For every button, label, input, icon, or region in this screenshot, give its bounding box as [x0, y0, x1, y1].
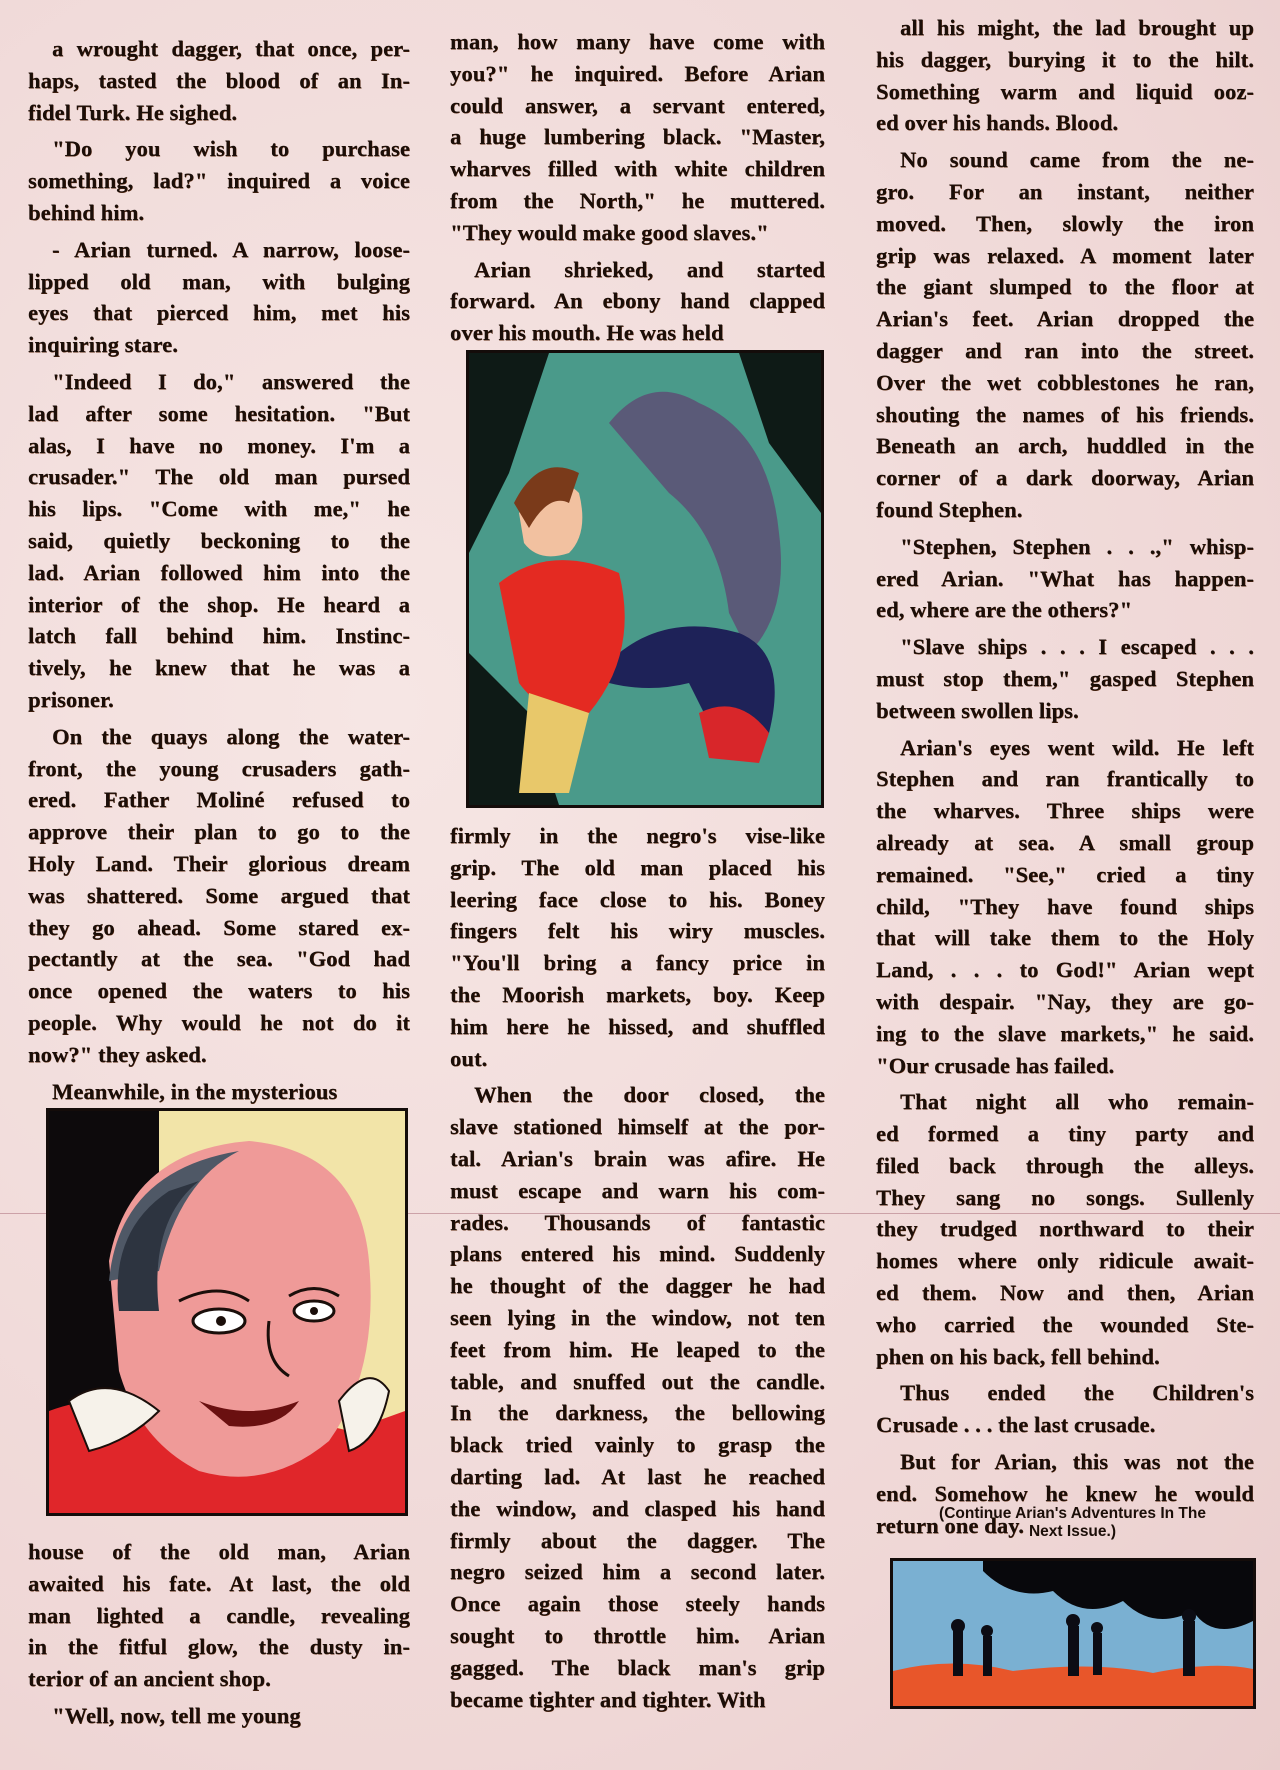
text-line: remained. "See," cried a tiny — [876, 861, 1254, 887]
text-line: already at sea. A small group — [876, 829, 1254, 855]
text-line: "Do you wish to purchase — [52, 136, 410, 162]
paragraph — [28, 33, 410, 128]
text-line: grip was relaxed. A moment later — [876, 242, 1254, 268]
text-line: man lighted a candle, revealing — [28, 1602, 410, 1628]
text-line: Arian's eyes went wild. He left — [900, 734, 1254, 760]
text-line: behind him. — [28, 199, 145, 225]
text-line: feet from him. He leaped to the — [450, 1336, 825, 1362]
text-line: lad. Arian followed him into the — [28, 559, 410, 585]
text-line: eyes that pierced him, met his — [28, 300, 410, 326]
text-line: leering face close to his. Boney — [450, 886, 825, 912]
caption-line-2: Next Issue.) — [1028, 1523, 1116, 1540]
text-line: firmly about the dagger. The — [450, 1527, 825, 1553]
text-line: rades. Thousands of fantastic — [450, 1209, 825, 1235]
paragraph — [876, 732, 1254, 1082]
illustration-struggle — [466, 350, 824, 808]
text-line: became tighter and tighter. With — [450, 1686, 766, 1712]
paragraph — [450, 26, 825, 249]
illustration-old-man — [46, 1108, 408, 1516]
text-line: Meanwhile, in the mysterious — [52, 1078, 338, 1104]
text-line: something, lad?" inquired a voice — [28, 168, 410, 194]
paragraph — [876, 12, 1254, 139]
text-line: with despair. "Nay, they are go- — [876, 988, 1254, 1014]
column-2-bottom — [450, 820, 825, 1720]
paragraph — [28, 721, 410, 1071]
paragraph — [28, 1536, 410, 1695]
text-line: prisoner. — [28, 686, 114, 712]
column-3 — [876, 12, 1254, 1546]
text-line: phen on his back, fell behind. — [876, 1343, 1160, 1369]
text-line: now?" they asked. — [28, 1041, 207, 1067]
text-line: Something warm and liquid ooz- — [876, 78, 1254, 104]
text-line: - Arian turned. A narrow, loose- — [52, 236, 410, 262]
text-line: On the quays along the water- — [52, 723, 410, 749]
column-1-bottom — [28, 1536, 410, 1737]
text-line: filed back through the alleys. — [876, 1152, 1254, 1178]
paragraph — [876, 1377, 1254, 1441]
text-line: moved. Then, slowly the iron — [876, 210, 1254, 236]
text-line: sought to throttle him. Arian — [450, 1622, 825, 1648]
text-line: pectantly at the sea. "God had — [28, 946, 410, 972]
text-line: approve their plan to go to the — [28, 819, 410, 845]
text-line: haps, tasted the blood of an In- — [28, 67, 410, 93]
text-line: the window, and clasped his hand — [450, 1495, 825, 1521]
text-line: But for Arian, this was not the — [900, 1449, 1254, 1475]
text-line: return one day. — [876, 1512, 1024, 1538]
text-line: plans entered his mind. Suddenly — [450, 1241, 825, 1267]
text-line: you?" he inquired. Before Arian — [450, 60, 825, 86]
text-line: lipped old man, with bulging — [28, 268, 410, 294]
text-line: ed over his hands. Blood. — [876, 110, 1119, 136]
paragraph — [876, 1086, 1254, 1372]
text-line: between swollen lips. — [876, 697, 1079, 723]
text-line: house of the old man, Arian — [28, 1539, 410, 1564]
text-line: ed them. Now and then, Arian — [876, 1280, 1254, 1306]
text-line: When the door closed, the — [474, 1082, 825, 1108]
text-line: "Our crusade has failed. — [876, 1052, 1115, 1078]
continued-caption — [880, 1505, 1265, 1541]
caption-line-1: (Continue Arian's Adventures In The — [939, 1505, 1206, 1522]
text-line: Land, . . . to God!" Arian wept — [876, 957, 1254, 983]
text-line: fingers felt his wiry muscles. — [450, 918, 825, 944]
paragraph — [876, 631, 1254, 726]
text-line: his lips. "Come with me," he — [28, 496, 410, 522]
text-line: ered Arian. "What has happen- — [876, 565, 1254, 591]
text-line: inquiring stare. — [28, 332, 178, 358]
text-line: firmly in the negro's vise-like — [450, 823, 825, 848]
text-line: man, how many have come with — [450, 29, 825, 54]
paragraph — [876, 531, 1254, 626]
text-line: "You'll bring a fancy price in — [450, 950, 825, 976]
text-line: negro seized him a second later. — [450, 1559, 825, 1585]
text-line: black tried vainly to grasp the — [450, 1432, 825, 1458]
text-line: fidel Turk. He sighed. — [28, 99, 238, 125]
text-line: "Stephen, Stephen . . .," whisp- — [900, 533, 1254, 559]
text-line: who carried the wounded Ste- — [876, 1311, 1254, 1337]
text-line: ed, where are the others?" — [876, 597, 1133, 623]
paragraph — [28, 1076, 410, 1108]
text-line: he thought of the dagger he had — [450, 1273, 825, 1299]
text-line: once opened the waters to his — [28, 978, 410, 1004]
text-line: all his might, the lad brought up — [900, 15, 1254, 40]
illustration-silhouettes — [890, 1558, 1256, 1709]
text-line: Thus ended the Children's — [900, 1380, 1254, 1406]
text-line: that will take them to the Holy — [876, 925, 1254, 951]
paragraph — [28, 366, 410, 716]
paragraph — [450, 254, 825, 349]
column-1-top — [28, 33, 410, 1112]
text-line: the giant slumped to the floor at — [876, 274, 1254, 300]
text-line: grip. The old man placed his — [450, 854, 825, 880]
column-2-top — [450, 26, 825, 354]
paragraph — [28, 1700, 410, 1732]
text-line: front, the young crusaders gath- — [28, 755, 410, 781]
text-line: awaited his fate. At last, the old — [28, 1570, 410, 1596]
text-line: crusader." The old man pursed — [28, 464, 410, 490]
text-line: the Moorish markets, boy. Keep — [450, 981, 825, 1007]
text-line: people. Why would he not do it — [28, 1009, 410, 1035]
text-line: lad after some hesitation. "But — [28, 400, 410, 426]
text-line: child, "They have found ships — [876, 893, 1254, 919]
text-line: seen lying in the window, not ten — [450, 1304, 825, 1330]
paragraph — [876, 144, 1254, 526]
text-line: Arian's feet. Arian dropped the — [876, 306, 1254, 332]
text-line: dagger and ran into the street. — [876, 337, 1254, 363]
text-line: found Stephen. — [876, 496, 1023, 522]
text-line: out. — [450, 1045, 488, 1071]
text-line: gagged. The black man's grip — [450, 1654, 825, 1680]
paragraph — [450, 820, 825, 1074]
text-line: ered. Father Moliné refused to — [28, 787, 410, 813]
paragraph — [28, 234, 410, 361]
text-line: alas, I have no money. I'm a — [28, 432, 410, 458]
text-line: end. Somehow he knew he would — [876, 1480, 1254, 1506]
text-line: was shattered. Some argued that — [28, 882, 410, 908]
text-line: they trudged northward to their — [876, 1216, 1254, 1242]
text-line: They sang no songs. Sullenly — [876, 1184, 1254, 1210]
text-line: corner of a dark doorway, Arian — [876, 465, 1254, 491]
text-line: That night all who remain- — [900, 1089, 1254, 1115]
text-line: ing to the slave markets," he said. — [876, 1020, 1254, 1046]
paragraph — [28, 133, 410, 228]
text-line: Once again those steely hands — [450, 1591, 825, 1617]
text-line: tively, he knew that he was a — [28, 655, 410, 681]
text-line: forward. An ebony hand clapped — [450, 288, 825, 314]
text-line: Beneath an arch, huddled in the — [876, 433, 1254, 459]
text-line: interior of the shop. He heard a — [28, 591, 410, 617]
text-line: "Well, now, tell me young — [52, 1702, 301, 1728]
text-line: wharves filled with white children — [450, 156, 825, 182]
text-line: him here he hissed, and shuffled — [450, 1013, 825, 1039]
text-line: they go ahead. Some stared ex- — [28, 914, 410, 940]
text-line: Over the wet cobblestones he ran, — [876, 369, 1254, 395]
text-line: could answer, a servant entered, — [450, 92, 825, 118]
text-line: Holy Land. Their glorious dream — [28, 850, 410, 876]
text-line: a huge lumbering black. "Master, — [450, 124, 825, 150]
text-line: terior of an ancient shop. — [28, 1666, 271, 1692]
text-line: said, quietly beckoning to the — [28, 527, 410, 553]
text-line: homes where only ridicule await- — [876, 1248, 1254, 1274]
text-line: must stop them," gasped Stephen — [876, 665, 1254, 691]
text-line: "They would make good slaves." — [450, 219, 769, 245]
text-line: tal. Arian's brain was afire. He — [450, 1145, 825, 1171]
text-line: darting lad. At last he reached — [450, 1463, 825, 1489]
text-line: table, and snuffed out the candle. — [450, 1368, 825, 1394]
text-line: Stephen and ran frantically to — [876, 766, 1254, 792]
text-line: gro. For an instant, neither — [876, 178, 1254, 204]
text-line: "Indeed I do," answered the — [52, 368, 410, 394]
text-line: No sound came from the ne- — [900, 147, 1254, 173]
text-line: a wrought dagger, that once, per- — [52, 36, 410, 61]
text-line: latch fall behind him. Instinc- — [28, 623, 410, 649]
paragraph — [450, 1079, 825, 1715]
text-line: his dagger, burying it to the hilt. — [876, 46, 1254, 72]
text-line: over his mouth. He was held — [450, 320, 724, 346]
text-line: "Slave ships . . . I escaped . . . — [900, 634, 1254, 660]
text-line: from the North," he muttered. — [450, 187, 825, 213]
text-line: In the darkness, the bellowing — [450, 1400, 825, 1426]
text-line: must escape and warn his com- — [450, 1177, 825, 1203]
text-line: Arian shrieked, and started — [474, 256, 825, 282]
text-line: shouting the names of his friends. — [876, 401, 1254, 427]
text-line: in the fitful glow, the dusty in- — [28, 1634, 410, 1660]
text-line: slave stationed himself at the por- — [450, 1114, 825, 1140]
text-line: ed formed a tiny party and — [876, 1121, 1254, 1147]
text-line: the wharves. Three ships were — [876, 798, 1254, 824]
text-line: Crusade . . . the last crusade. — [876, 1412, 1156, 1438]
